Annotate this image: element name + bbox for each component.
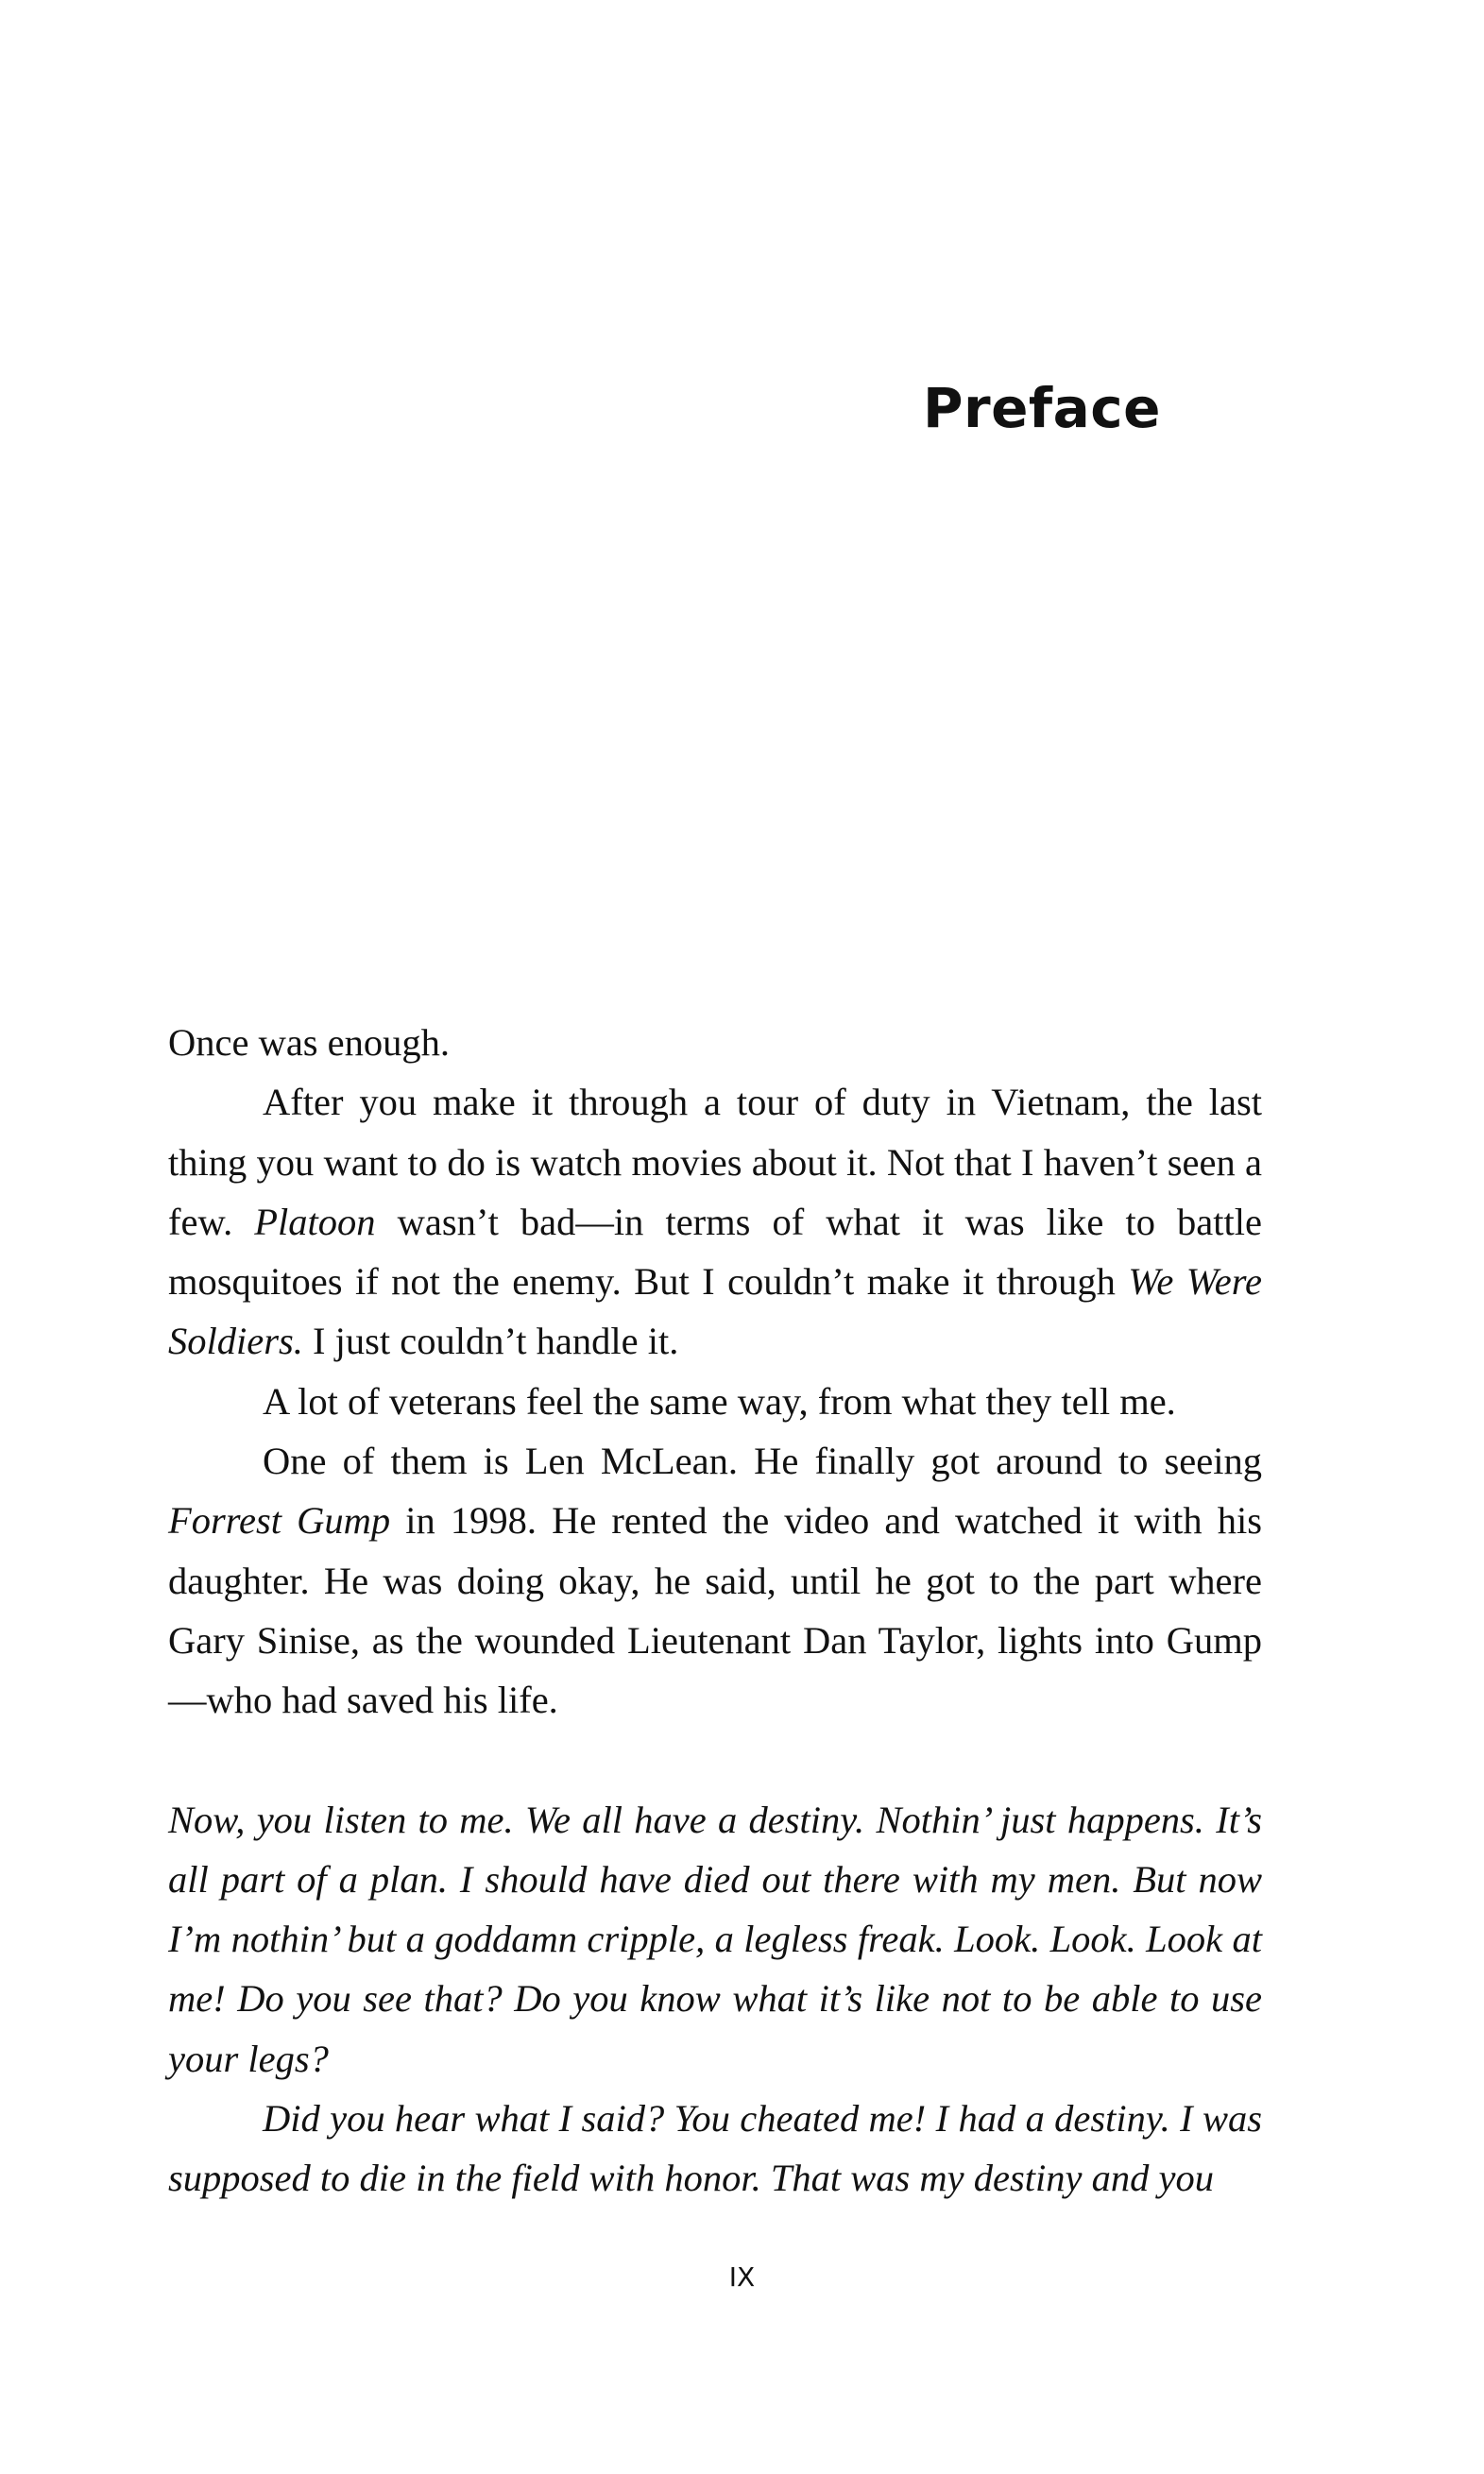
chapter-title: Preface bbox=[922, 376, 1161, 440]
paragraph-movies-end: I just couldn’t handle it. bbox=[313, 1320, 679, 1363]
quote-paragraph-1: Now, you listen to me. We all have a destiny. Nothin’ just happens. It’s all part of a plan. I should have died out there with my men. But now I’m nothin’ but a goddamn cripple, a legless freak. Look. Look. Look at me! Do you see that? Do you know what it’s like not to be able to use your legs? bbox=[168, 1798, 1262, 2080]
paragraph-movies bbox=[168, 1072, 1262, 1371]
paragraph-movies-text: After you make it through a tour of duty in Vietnam, the last thing you want to do is watch movies about it. Not that I haven’t seen a few. bbox=[168, 1081, 1262, 1243]
paragraph-len-mclean-end: in 1998. He rented the video and watched it with his daughter. He was doing okay, he said, until he got to the part where Gary Sinise, as the wounded Lieutenant Dan Taylor, lights into Gump—who had saved his life. bbox=[168, 1499, 1263, 1722]
film-title-forrest-gump: Forrest Gump bbox=[168, 1499, 391, 1543]
paragraph-veterans: A lot of veterans feel the same way, from what they tell me. bbox=[263, 1379, 1176, 1423]
preface-body bbox=[168, 1013, 1262, 2209]
quote-paragraph-2: Did you hear what I said? You cheated me! I had a destiny. I was supposed to die in the field with honor. That was my destiny and you bbox=[168, 2097, 1262, 2200]
film-title-we-were-soldiers: We Were Soldiers. bbox=[168, 1260, 1263, 1363]
paragraph-opening: Once was enough. bbox=[168, 1021, 451, 1064]
paragraph-movies-mid: wasn’t bad—in terms of what it was like to battle mosquitoes if not the enemy. But I couldn’t make it through bbox=[168, 1200, 1262, 1304]
paragraph-len-mclean-start: One of them is Len McLean. He finally got around to seeing bbox=[263, 1440, 1262, 1483]
movie-quote bbox=[168, 1790, 1262, 2209]
film-title-platoon: Platoon bbox=[254, 1200, 376, 1243]
page-number: IX bbox=[728, 2261, 756, 2293]
paragraph-len-mclean bbox=[168, 1431, 1262, 1730]
